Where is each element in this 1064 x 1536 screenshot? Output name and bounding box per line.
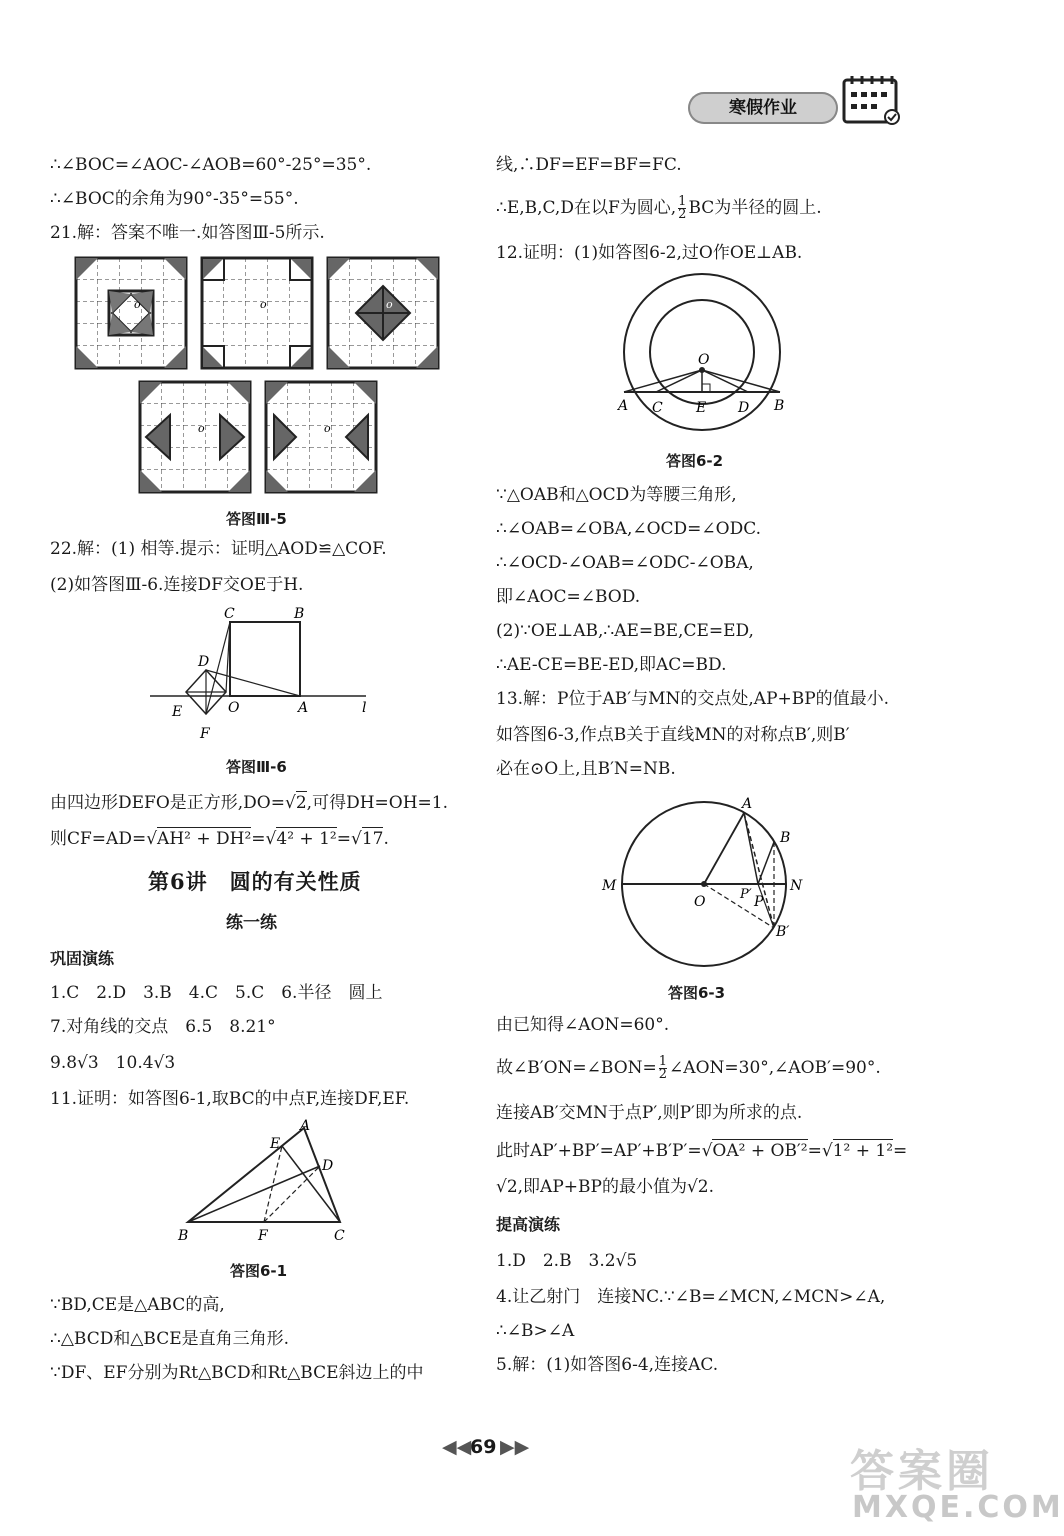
right-line-5: ∴∠OAB=∠OBA,∠OCD=∠ODC.: [496, 519, 762, 539]
right-line-10: 13.解：P位于AB′与MN的交点处,AP+BP的值最小.: [496, 689, 890, 709]
left-line-3: 21.解：答案不唯一.如答图Ⅲ-5所示.: [50, 223, 325, 243]
svg-text:P′: P′: [740, 887, 752, 902]
section-consolidation: 巩固演练: [50, 949, 115, 968]
svg-text:M: M: [602, 878, 617, 894]
caption-6-1: 答图6-1: [230, 1262, 288, 1280]
right-line-4: ∵△OAB和△OCD为等腰三角形,: [496, 485, 737, 505]
svg-text:D: D: [198, 654, 210, 670]
left-line-1: ∴∠BOC=∠AOC-∠AOB=60°-25°=35°.: [50, 155, 372, 175]
svg-text:O: O: [694, 894, 706, 910]
answers-1: 1.C 2.D 3.B 4.C 5.C 6.半径 圆上: [50, 983, 383, 1003]
svg-text:N: N: [790, 878, 803, 894]
svg-text:A: A: [618, 398, 629, 414]
caption-6-2: 答图6-2: [666, 452, 724, 470]
svg-text:B: B: [774, 398, 785, 414]
right-line-16: 此时AP′+BP′=AP′+B′P′=√OA² + OB′²=√1² + 1²=: [496, 1141, 908, 1161]
right-line-3: 12.证明：(1)如答图6-2,过O作OE⊥AB.: [496, 243, 803, 263]
svg-text:D: D: [322, 1158, 334, 1174]
right-line-21: 5.解：(1)如答图6-4,连接AC.: [496, 1355, 719, 1375]
answers-4: 11.证明：如答图6-1,取BC的中点F,连接DF,EF.: [50, 1089, 410, 1109]
prev-arrow-icon: ◀◀: [442, 1436, 472, 1458]
svg-text:B: B: [178, 1228, 189, 1244]
next-arrow-icon: ▶▶: [500, 1436, 530, 1458]
svg-text:C: C: [652, 400, 663, 416]
left-line-7: 则CF=AD=√AH² + DH²=√4² + 1²=√17.: [50, 829, 389, 849]
calendar-icon: [842, 74, 902, 126]
caption-III-6: 答图Ⅲ-6: [226, 758, 287, 776]
svg-text:E: E: [696, 400, 707, 416]
figure-6-1: [176, 1118, 356, 1248]
svg-text:o: o: [324, 422, 331, 435]
figure-6-2: [614, 264, 790, 444]
right-line-18: 1.D 2.B 3.2√5: [496, 1251, 638, 1271]
svg-text:O: O: [228, 700, 240, 716]
page-number: 69: [470, 1436, 497, 1458]
right-line-1: 线,∴DF=EF=BF=FC.: [496, 155, 682, 175]
answers-5: ∵BD,CE是△ABC的高,: [50, 1295, 225, 1315]
figure-III-5: [72, 256, 444, 506]
svg-text:o: o: [260, 298, 267, 311]
subtitle-practice: 练一练: [226, 913, 277, 933]
svg-text:B: B: [294, 606, 305, 622]
answers-7: ∵DF、EF分别为Rt△BCD和Rt△BCE斜边上的中: [50, 1363, 424, 1383]
svg-text:E: E: [270, 1136, 281, 1152]
right-line-6: ∴∠OCD-∠OAB=∠ODC-∠OBA,: [496, 553, 754, 573]
caption-III-5: 答图Ⅲ-5: [226, 510, 287, 528]
svg-text:o: o: [198, 422, 205, 435]
svg-text:C: C: [224, 606, 235, 622]
svg-text:o: o: [386, 298, 393, 311]
watermark-url: MXQE.COM: [852, 1490, 1064, 1525]
section-advanced: 提高演练: [496, 1215, 561, 1234]
figure-6-3: [596, 786, 816, 976]
svg-text:B′: B′: [776, 924, 790, 940]
left-line-4: 22.解：(1) 相等.提示：证明△AOD≌△COF.: [50, 539, 387, 559]
figure-III-6: [148, 604, 388, 754]
right-line-17: √2,即AP+BP的最小值为√2.: [496, 1177, 714, 1197]
left-line-2: ∴∠BOC的余角为90°-35°=55°.: [50, 189, 299, 209]
svg-text:P: P: [754, 894, 764, 910]
svg-text:F: F: [200, 726, 210, 742]
right-line-12: 必在⊙O上,且B′N=NB.: [496, 759, 676, 779]
right-line-7: 即∠AOC=∠BOD.: [496, 587, 641, 607]
right-line-19: 4.让乙射门 连接NC.∵∠B=∠MCN,∠MCN>∠A,: [496, 1287, 886, 1307]
left-line-6: 由四边形DEFO是正方形,DO=√2,可得DH=OH=1.: [50, 793, 449, 813]
svg-text:B: B: [780, 830, 791, 846]
answers-2: 7.对角线的交点 6.5 8.21°: [50, 1017, 276, 1037]
svg-text:C: C: [334, 1228, 345, 1244]
watermark-logo: 答案圈: [850, 1446, 994, 1497]
left-line-5: (2)如答图Ⅲ-6.连接DF交OE于H.: [50, 575, 304, 595]
svg-text:A: A: [300, 1118, 311, 1134]
right-line-13: 由已知得∠AON=60°.: [496, 1015, 670, 1035]
right-line-15: 连接AB′交MN于点P′,则P′即为所求的点.: [496, 1103, 803, 1123]
right-line-14: 故∠B′ON=∠BON= $\frac{1}{2}$ ∠AON=30°,∠AOB′=90°.: [496, 1054, 881, 1082]
right-line-9: ∴AE-CE=BE-ED,即AC=BD.: [496, 655, 727, 675]
caption-6-3: 答图6-3: [668, 984, 726, 1002]
svg-text:O: O: [698, 352, 710, 368]
svg-text:A: A: [742, 796, 753, 812]
svg-text:l: l: [362, 700, 367, 716]
right-line-20: ∴∠B>∠A: [496, 1321, 575, 1341]
svg-text:F: F: [258, 1228, 268, 1244]
svg-text:A: A: [298, 700, 309, 716]
header-banner: 寒假作业: [688, 92, 838, 124]
o-label: o: [134, 298, 141, 311]
right-line-2: ∴E,B,C,D在以F为圆心, $\frac{1}{2}$ BC为半径的圆上.: [496, 194, 822, 222]
right-line-8: (2)∵OE⊥AB,∴AE=BE,CE=ED,: [496, 621, 754, 641]
answers-6: ∴△BCD和△BCE是直角三角形.: [50, 1329, 290, 1349]
right-line-11: 如答图6-3,作点B关于直线MN的对称点B′,则B′: [496, 725, 850, 745]
section-title: 第6讲 圆的有关性质: [148, 869, 362, 894]
svg-text:D: D: [738, 400, 750, 416]
answers-3: 9.8√3 10.4√3: [50, 1053, 176, 1073]
svg-text:E: E: [172, 704, 183, 720]
